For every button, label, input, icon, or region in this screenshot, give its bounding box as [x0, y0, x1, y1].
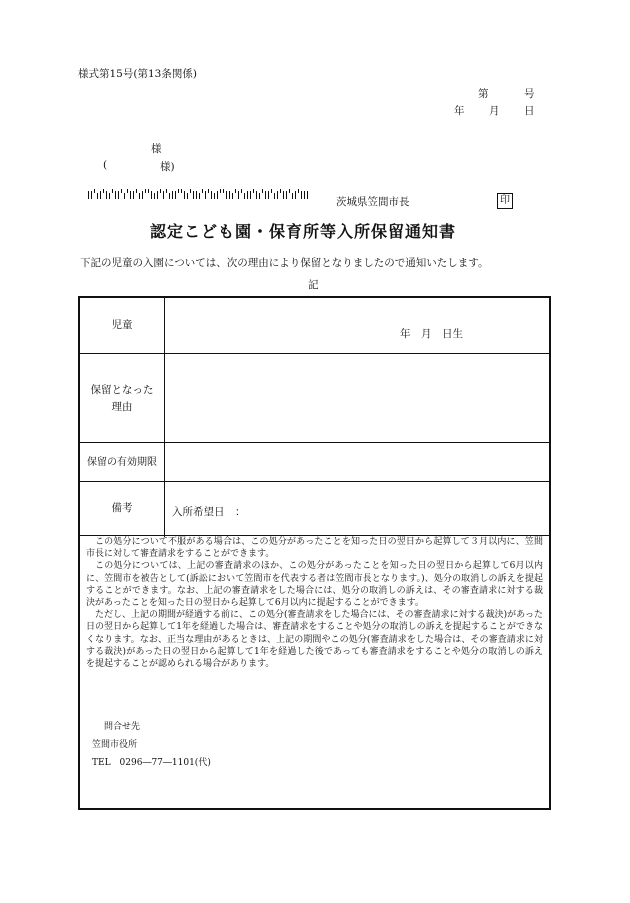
number-label-go: 号 [524, 88, 535, 100]
ki-label: 記 [308, 279, 319, 291]
reason-label-line1: 保留となった [90, 384, 154, 396]
validity-row [80, 443, 549, 482]
notice-table [78, 296, 551, 810]
customer-barcode [88, 180, 320, 188]
reason-row [80, 354, 549, 443]
form-number: 様式第15号(第13条関係) [78, 68, 197, 80]
desired-date-label: 入所希望日 ： [172, 506, 246, 518]
note-paragraph: この処分については、上記の審査請求のほか、この処分があったことを知った日の翌日から起算して6月以内に、笠間市を被告として(訴訟において笠間市を代表する者は笠間市長となります。)、処分の取消しの訴えを提起することができます。なお、上記の審査請求をした場合には、処分の取消しの訴えは、その審査請求に対する裁決があったことを知った日の翌日から起算して6月以内に提起することができます。 [86, 561, 543, 609]
contact-tel: TEL 0296―77―1101(代) [92, 758, 211, 768]
appeal-notes [86, 536, 543, 670]
note-paragraph: この処分について不服がある場合は、この処分があったことを知った日の翌日から起算して３月以内に、笠間市長に対して審査請求をすることができます。 [86, 537, 543, 560]
child-label: 児童 [111, 319, 133, 331]
intro-text: 下記の児童の入園については、次の理由により保留となりましたので通知いたします。 [80, 257, 489, 269]
contact-heading: 問合せ先 [104, 722, 141, 732]
birthdate-text: 年 月 日生 [400, 328, 463, 340]
reason-label-line2: 理由 [111, 401, 133, 413]
remarks-label: 備考 [111, 502, 133, 514]
note-paragraph: ただし、上記の期間が経過する前に、この処分(審査請求をした場合には、その審査請求に対する裁決)があった日の翌日から起算して1年を経過した場合は、審査請求をすることや処分の取消しの訴えを提起することができなくなります。なお、正当な理由があるときは、上記の期間やこの処分(審査請求をした場合は、その審査請求に対する裁決)があった日の翌日から起算して1年を経過した後であっても審査請求をすることや処分の取消しの訴えを提起することが認められる場合があります。 [86, 610, 543, 670]
date-month-label: 月 [489, 105, 500, 117]
number-label-dai: 第 [478, 88, 489, 100]
date-year-label: 年 [454, 105, 465, 117]
page-title: 認定こども園・保育所等入所保留通知書 [150, 222, 457, 241]
seal-mark: 印 [497, 193, 513, 209]
issuer-name: 茨城県笠間市長 [336, 196, 410, 208]
recipient-sama: 様 [151, 143, 162, 155]
recipient-paren-open: ( [103, 159, 108, 171]
recipient-paren-sama: 様) [160, 161, 175, 173]
date-day-label: 日 [524, 105, 535, 117]
validity-label: 保留の有効期限 [87, 457, 157, 468]
remarks-row [80, 482, 549, 536]
contact-office: 笠間市役所 [92, 740, 138, 750]
child-row [80, 298, 549, 354]
